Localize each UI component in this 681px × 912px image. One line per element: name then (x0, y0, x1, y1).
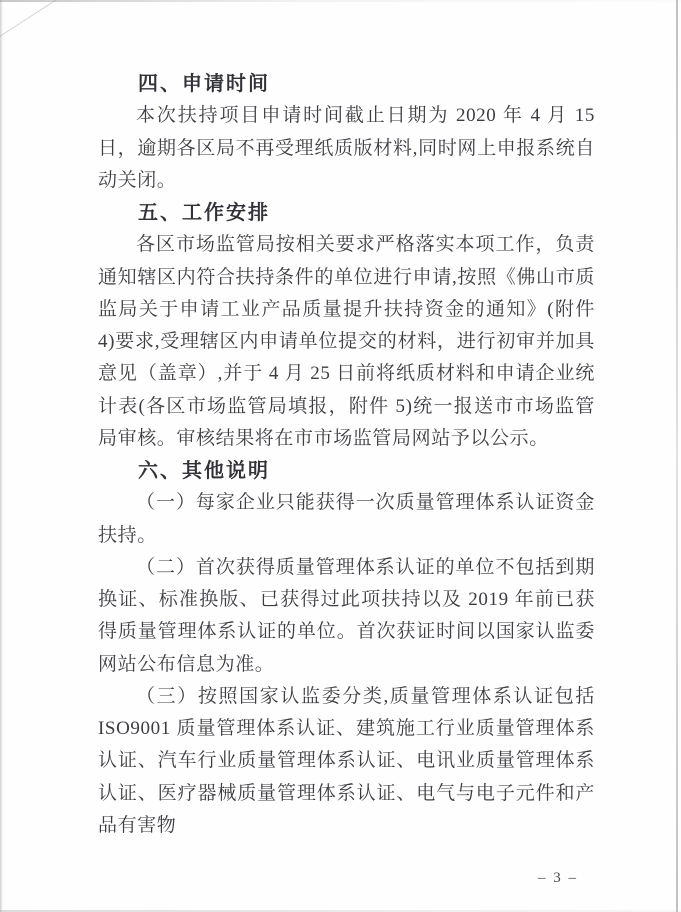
scan-edge-top (0, 0, 681, 2)
paragraph: 本次扶持项目申请时间截止日期为 2020 年 4 月 15 日，逾期各区局不再受理纸质版材料,同时网上申报系统自动关闭。 (98, 105, 595, 191)
section-application-time (98, 68, 595, 197)
document-body (98, 68, 595, 842)
section-heading: 四、申请时间 (138, 73, 270, 95)
paragraph: （二）首次获得质量管理体系认证的单位不包括到期换证、标准换版、已获得过此项扶持以及 2019 年前已获得质量管理体系认证的单位。首次获证时间以国家认监委网站公布信息为准。 (98, 556, 595, 675)
section-other-notes (98, 455, 595, 842)
section-heading: 六、其他说明 (138, 460, 270, 482)
scan-edge-left (0, 0, 4, 912)
paragraph: （三）按照国家认监委分类,质量管理体系认证包括 ISO9001 质量管理体系认证、建筑施工行业质量管理体系认证、汽车行业质量管理体系认证、电讯业质量管理体系认证、医疗器械质量管理体系认证、电气与电子元件和产品有害物 (98, 685, 595, 836)
section-heading: 五、工作安排 (138, 202, 270, 224)
scan-fold-artifact (0, 0, 59, 38)
scan-edge-right (676, 0, 678, 912)
section-work-arrangement (98, 197, 595, 455)
paragraph: （一）每家企业只能获得一次质量管理体系认证资金扶持。 (98, 492, 595, 546)
page-number: – 3 – (538, 870, 578, 886)
paragraph: 各区市场监管局按相关要求严格落实本项工作，负责通知辖区内符合扶持条件的单位进行申请,按照《佛山市质监局关于申请工业产品质量提升扶持资金的通知》(附件 4)要求,受理辖区内申请单位提交的材料，进行初审并加具意见（盖章）,并于 4 月 25 日前将纸质材料和申请企业统计表(各区市场监管局填报，附件 5)统一报送市市场监管局审核。审核结果将在市市场监管局网站予以公示。 (98, 234, 595, 449)
